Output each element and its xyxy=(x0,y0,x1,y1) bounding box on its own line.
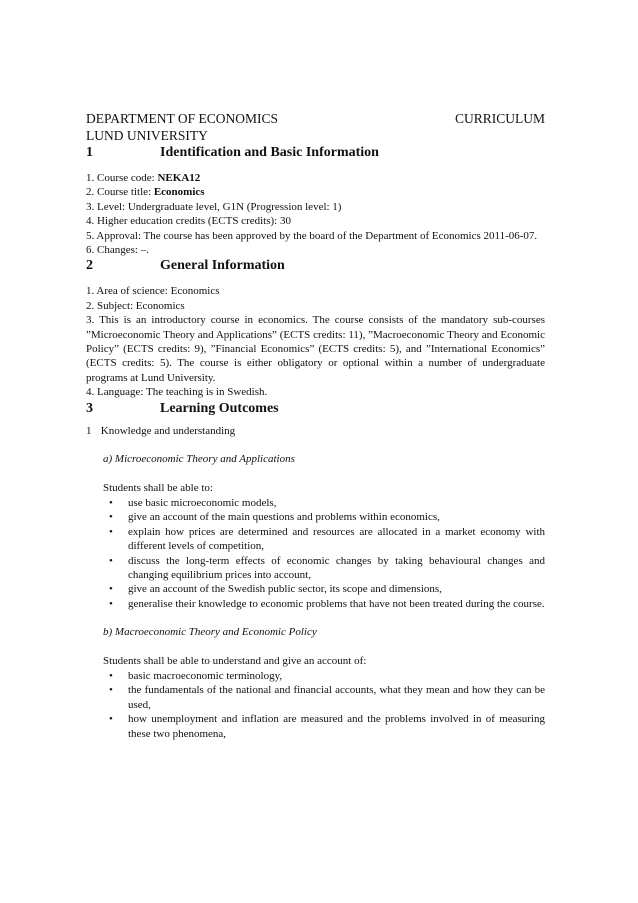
section-title: Identification and Basic Information xyxy=(160,145,379,160)
list-item-text: basic macroeconomic terminology, xyxy=(128,669,283,682)
course-code-label: 1. Course code: xyxy=(86,172,158,184)
list-item xyxy=(109,525,545,554)
changes-line: 6. Changes: –. xyxy=(86,244,149,257)
macro-outcomes-list xyxy=(86,669,545,741)
micro-outcomes-list xyxy=(86,496,545,611)
course-title-line xyxy=(86,185,545,199)
subsection-title: Knowledge and understanding xyxy=(100,424,236,437)
section-1-body xyxy=(86,171,545,257)
section-1-heading xyxy=(86,144,545,162)
course-code: NEKA12 xyxy=(157,172,201,184)
list-item-text: give an account of the Swedish public sector, its scope and dimensions, xyxy=(128,583,442,596)
bullet-icon: • xyxy=(109,525,113,538)
list-item xyxy=(109,597,545,611)
section-3-heading xyxy=(86,400,545,418)
document-page xyxy=(86,110,545,741)
list-item xyxy=(109,712,545,741)
bullet-icon: • xyxy=(109,597,113,610)
bullet-icon: • xyxy=(109,511,113,524)
section-2-heading xyxy=(86,257,545,275)
bullet-icon: • xyxy=(109,496,113,509)
macro-subcourse-title: b) Macroeconomic Theory and Economic Policy xyxy=(103,626,317,639)
list-item-text: use basic microeconomic models, xyxy=(128,496,277,509)
subject-line: 2. Subject: Economics xyxy=(86,299,185,312)
list-item xyxy=(109,683,545,712)
level-line: 3. Level: Undergraduate level, G1N (Progression level: 1) xyxy=(86,200,342,213)
list-item xyxy=(109,669,545,683)
list-item xyxy=(109,496,545,510)
bullet-icon: • xyxy=(109,554,113,567)
area-line: 1. Area of science: Economics xyxy=(86,285,220,298)
list-item-text: the fundamentals of the national and financial accounts, what they mean and how they can be used, xyxy=(128,684,545,711)
document-header xyxy=(86,110,545,127)
subsection-number: 1 xyxy=(86,424,92,437)
section-2-body xyxy=(86,284,545,399)
bullet-icon: • xyxy=(109,669,113,682)
bullet-icon: • xyxy=(109,583,113,596)
section-number: 1 xyxy=(86,145,93,160)
section-number: 2 xyxy=(86,258,93,274)
list-item xyxy=(109,582,545,596)
bullet-icon: • xyxy=(109,713,113,726)
section-title: Learning Outcomes xyxy=(160,400,279,416)
course-code-line xyxy=(86,171,545,185)
list-item-text: generalise their knowledge to economic problems that have not been treated during the course. xyxy=(128,597,545,610)
description-paragraph: 3. This is an introductory course in economics. The course consists of the mandatory sub-courses ”Microeconomic Theory and Applications” (ECTS credits: 11), ”Macroeconomic Theory and Economic Policy” (ECTS credits: 9), ”Financial Economics” (ECTS credits: 5), and ”International Economics” (ECTS credits: 5). The course is either obligatory or optional within a number of undergraduate programs at Lund University. xyxy=(86,314,545,384)
section-title: General Information xyxy=(160,258,285,274)
course-title: Economics xyxy=(153,186,205,199)
list-item-text: give an account of the main questions and problems within economics, xyxy=(128,511,440,524)
document-type: CURRICULUM xyxy=(454,111,545,126)
language-line: 4. Language: The teaching is in Swedish. xyxy=(86,386,268,399)
section-number: 3 xyxy=(86,400,93,416)
list-item xyxy=(109,554,545,583)
approval-line: 5. Approval: The course has been approved by the board of the Department of Economics 2011-06-07. xyxy=(86,229,538,242)
university-name: LUND UNIVERSITY xyxy=(86,128,208,143)
micro-intro: Students shall be able to: xyxy=(103,481,213,494)
list-item xyxy=(109,510,545,524)
macro-intro: Students shall be able to understand and give an account of: xyxy=(103,654,367,667)
bullet-icon: • xyxy=(109,684,113,697)
credits-line: 4. Higher education credits (ECTS credits): 30 xyxy=(86,215,291,228)
list-item-text: explain how prices are determined and resources are allocated in a market economy with different levels of competition, xyxy=(128,525,545,553)
list-item-text: discuss the long-term effects of economic changes by taking behavioural changes and changing equilibrium prices into account, xyxy=(128,554,545,581)
micro-subcourse-title: a) Microeconomic Theory and Applications xyxy=(103,453,295,466)
subsection-knowledge xyxy=(86,424,545,438)
list-item-text: how unemployment and inflation are measured and the problems involved in of measuring these two phenomena, xyxy=(128,713,545,740)
course-title-label: 2. Course title: xyxy=(86,186,154,199)
department-name: DEPARTMENT OF ECONOMICS xyxy=(86,111,278,126)
